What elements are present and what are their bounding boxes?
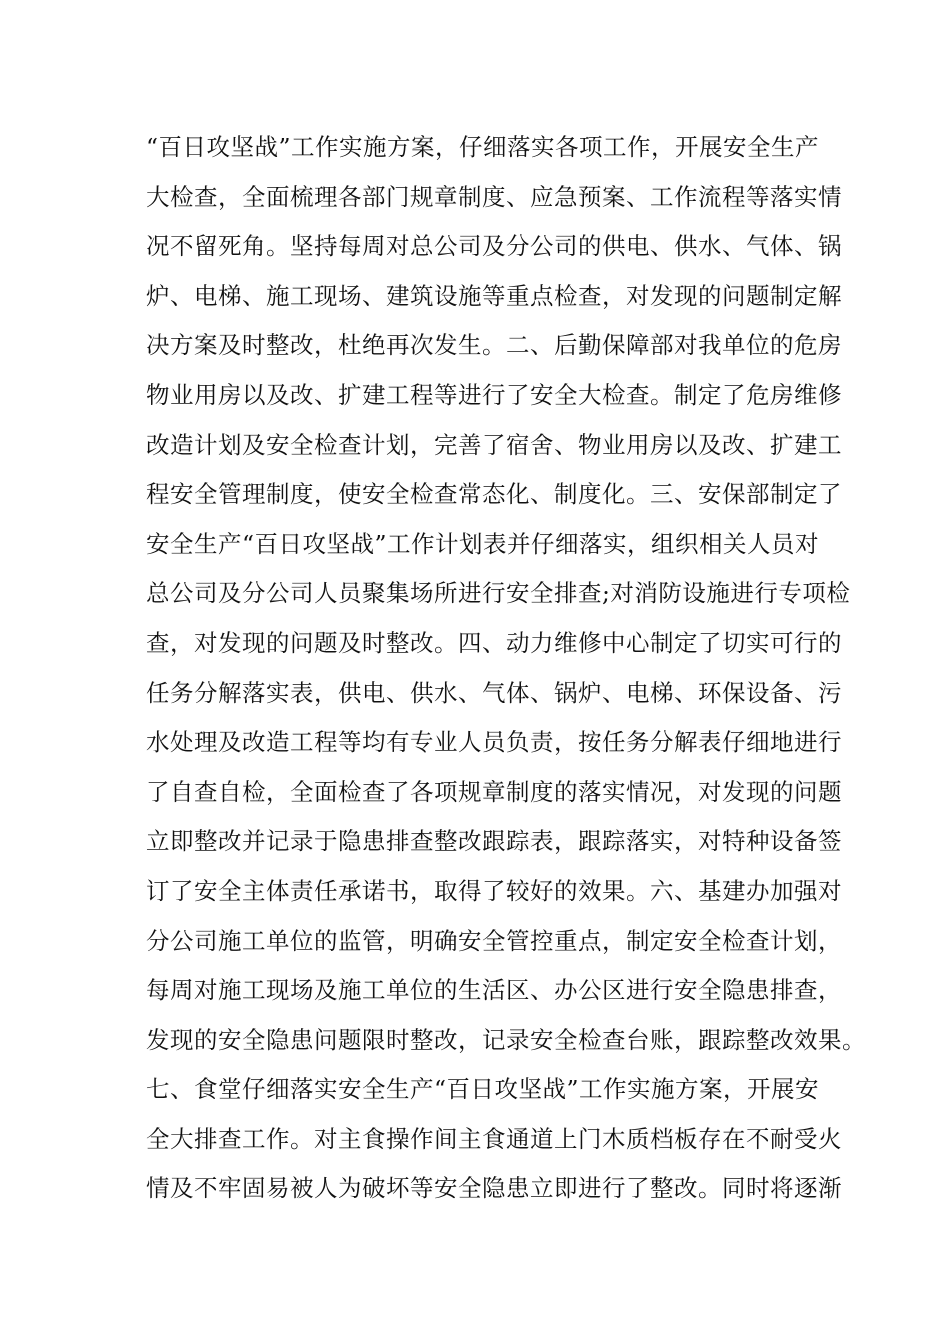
text-line: 改造计划及安全检查计划，完善了宿舍、物业用房以及改、扩建工 — [146, 430, 842, 459]
text-line: “百日攻坚战”工作实施方案，仔细落实各项工作，开展安全生产 — [146, 133, 820, 161]
text-line: 情及不牢固易被人为破坏等安全隐患立即进行了整改。同时将逐渐 — [146, 1174, 842, 1203]
text-line: 分公司施工单位的监管，明确安全管控重点，制定安全检查计划， — [146, 926, 842, 955]
text-line: 了自查自检，全面检查了各项规章制度的落实情况，对发现的问题 — [146, 777, 842, 806]
text-line: 况不留死角。坚持每周对总公司及分公司的供电、供水、气体、锅 — [146, 232, 842, 261]
body-text — [146, 123, 866, 1214]
text-line: 安全生产“百日攻坚战”工作计划表并仔细落实，组织相关人员对 — [146, 529, 820, 558]
text-line: 每周对施工现场及施工单位的生活区、办公区进行安全隐患排查， — [146, 976, 842, 1005]
text-line: 立即整改并记录于隐患排查整改跟踪表，跟踪落实，对特种设备签 — [146, 827, 842, 856]
text-line: 大检查，全面梳理各部门规章制度、应急预案、工作流程等落实情 — [146, 182, 842, 211]
text-line: 全大排查工作。对主食操作间主食通道上门木质档板存在不耐受火 — [146, 1124, 842, 1153]
text-line: 程安全管理制度，使安全检查常态化、制度化。三、安保部制定了 — [146, 480, 842, 509]
text-line: 炉、电梯、施工现场、建筑设施等重点检查，对发现的问题制定解 — [146, 281, 842, 310]
text-line: 水处理及改造工程等均有专业人员负责，按任务分解表仔细地进行 — [146, 728, 842, 757]
text-line: 发现的安全隐患问题限时整改，记录安全检查台账，跟踪整改效果。 — [146, 1025, 866, 1054]
text-line: 物业用房以及改、扩建工程等进行了安全大检查。制定了危房维修 — [146, 380, 842, 409]
text-line: 总公司及分公司人员聚集场所进行安全排查;对消防设施进行专项检 — [146, 579, 851, 608]
text-line: 订了安全主体责任承诺书，取得了较好的效果。六、基建办加强对 — [146, 876, 842, 905]
text-line: 七、食堂仔细落实安全生产“百日攻坚战”工作实施方案，开展安 — [146, 1075, 820, 1104]
text-line: 查，对发现的问题及时整改。四、动力维修中心制定了切实可行的 — [146, 628, 842, 657]
text-line: 任务分解落实表，供电、供水、气体、锅炉、电梯、环保设备、污 — [146, 678, 842, 707]
text-line: 决方案及时整改，杜绝再次发生。二、后勤保障部对我单位的危房 — [146, 331, 842, 360]
